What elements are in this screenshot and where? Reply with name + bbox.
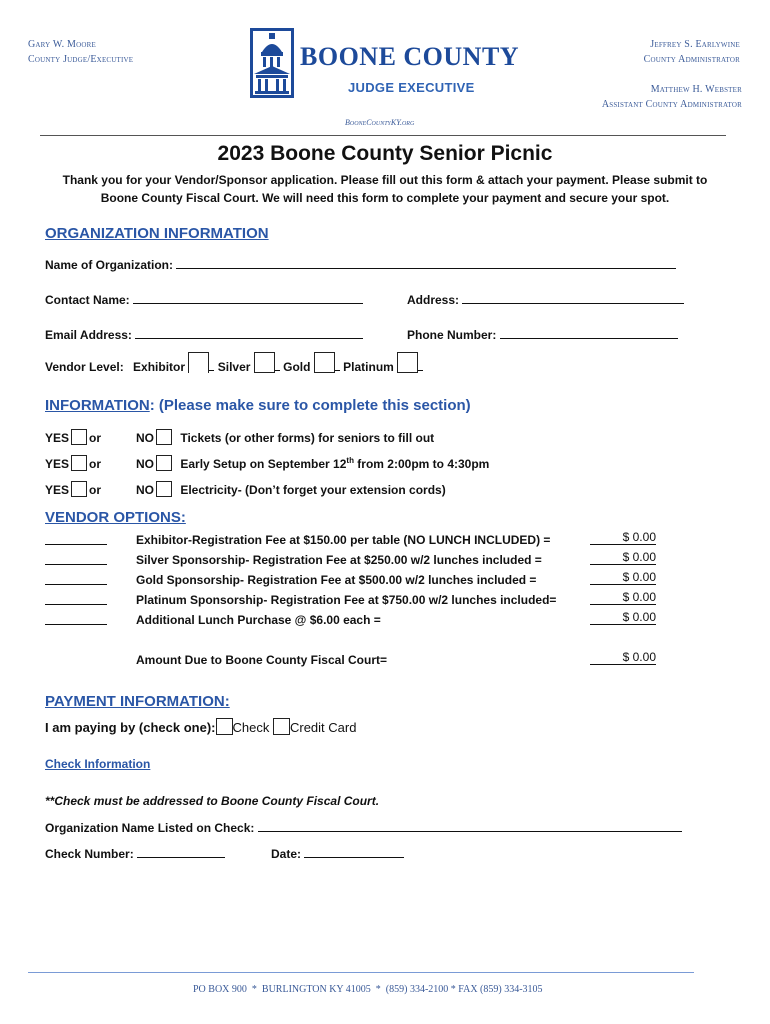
check-number-label: Check Number: — [45, 847, 134, 861]
no-checkbox[interactable] — [156, 481, 172, 497]
question-early-setup — [180, 457, 489, 471]
yes-checkbox[interactable] — [71, 455, 87, 471]
check-number-field[interactable] — [137, 846, 225, 858]
level-exhibitor-box[interactable] — [188, 352, 209, 373]
vendor-item: Gold Sponsorship- Registration Fee at $500.00 w/2 lunches included = — [136, 573, 537, 587]
administrator-title: County Administrator — [643, 54, 740, 65]
vendor-item: Additional Lunch Purchase @ $6.00 each = — [136, 613, 381, 627]
assistant-administrator-name: Matthew H. Webster — [650, 84, 742, 95]
email-label: Email Address: — [45, 328, 132, 342]
footer-divider — [28, 972, 694, 973]
level-exhibitor-label: Exhibitor — [133, 360, 186, 374]
info-heading — [45, 397, 471, 414]
vendor-amount[interactable]: $ 0.00 — [590, 610, 656, 625]
phone-row — [407, 327, 678, 342]
date-row — [271, 846, 404, 861]
contact-label: Contact Name: — [45, 293, 130, 307]
no-checkbox[interactable] — [156, 455, 172, 471]
org-heading: ORGANIZATION INFORMATION — [45, 225, 269, 242]
vendor-amount[interactable]: $ 0.00 — [590, 550, 656, 565]
website-link[interactable]: BooneCountyKY.org — [345, 118, 415, 127]
address-row — [407, 292, 684, 307]
info-row-1 — [45, 429, 101, 445]
contact-row — [45, 292, 363, 307]
email-field[interactable] — [135, 327, 363, 339]
level-exhibitor-line — [209, 359, 214, 371]
contact-field[interactable] — [133, 292, 363, 304]
yes-label: YES — [45, 457, 70, 471]
no-label: NO — [136, 457, 154, 471]
org-name-row — [45, 257, 676, 272]
administrator-name: Jeffrey S. Earlywine — [650, 39, 740, 50]
question-early-setup-a: Early Setup on September 12 — [180, 457, 347, 471]
no-label: NO — [136, 483, 154, 497]
courthouse-logo — [250, 28, 294, 98]
address-label: Address: — [407, 293, 460, 307]
question-tickets: Tickets (or other forms) for seniors to fill out — [180, 431, 435, 445]
total-amount[interactable]: $ 0.00 — [590, 650, 656, 665]
header-divider — [40, 135, 726, 136]
yes-label: YES — [45, 483, 70, 497]
credit-card-checkbox[interactable] — [273, 718, 290, 735]
vendor-qty-line[interactable] — [45, 544, 107, 545]
date-field[interactable] — [304, 846, 404, 858]
level-gold-line — [335, 359, 340, 371]
payment-heading: PAYMENT INFORMATION: — [45, 693, 230, 710]
no-label: NO — [136, 431, 154, 445]
yes-checkbox[interactable] — [71, 481, 87, 497]
vendor-item: Silver Sponsorship- Registration Fee at $250.00 w/2 lunches included = — [136, 553, 542, 567]
or-label: or — [89, 431, 102, 445]
or-label: or — [89, 483, 102, 497]
level-platinum-label: Platinum — [343, 360, 394, 374]
org-check-field[interactable] — [258, 820, 682, 832]
level-platinum-box[interactable] — [397, 352, 418, 373]
vendor-qty-line[interactable] — [45, 564, 107, 565]
org-name-label: Name of Organization: — [45, 258, 174, 272]
level-silver-line — [275, 359, 280, 371]
yes-checkbox[interactable] — [71, 429, 87, 445]
vendor-level-label: Vendor Level: — [45, 360, 124, 374]
org-check-row — [45, 820, 682, 835]
total-label: Amount Due to Boone County Fiscal Court= — [136, 653, 387, 667]
vendor-amount[interactable]: $ 0.00 — [590, 530, 656, 545]
judge-title: County Judge/Executive — [28, 54, 134, 65]
vendor-heading: VENDOR OPTIONS: — [45, 509, 186, 526]
vendor-item: Exhibitor-Registration Fee at $150.00 per table (NO LUNCH INCLUDED) = — [136, 533, 551, 547]
phone-label: Phone Number: — [407, 328, 497, 342]
vendor-level-row — [45, 352, 423, 374]
check-number-row — [45, 846, 225, 861]
logo-title: BOONE COUNTY — [300, 42, 520, 71]
or-label: or — [89, 457, 102, 471]
intro-text: Thank you for your Vendor/Sponsor application. Please fill out this form & attach your payment. Please submit to Boone County Fiscal Court. We will need this form to complete your payment and secure your spot. — [62, 173, 708, 205]
org-name-field[interactable] — [176, 257, 676, 269]
level-platinum-line — [418, 359, 423, 371]
email-row — [45, 327, 363, 342]
paying-label: I am paying by (check one): — [45, 720, 216, 735]
info-heading-rest: : (Please make sure to complete this section) — [149, 397, 471, 414]
level-silver-box[interactable] — [254, 352, 275, 373]
info-row-3 — [45, 481, 101, 497]
yes-label: YES — [45, 431, 70, 445]
footer-contact: PO BOX 900 * BURLINGTON KY 41005 * (859) 334-2100 * FAX (859) 334-3105 — [193, 984, 543, 995]
level-silver-label: Silver — [217, 360, 251, 374]
org-check-label: Organization Name Listed on Check: — [45, 821, 255, 835]
vendor-qty-line[interactable] — [45, 584, 107, 585]
check-info-link[interactable]: Check Information — [45, 757, 151, 771]
credit-card-option-label: Credit Card — [289, 720, 357, 735]
info-heading-main: INFORMATION — [45, 397, 150, 414]
judge-name: Gary W. Moore — [28, 39, 97, 50]
info-row-2 — [45, 455, 101, 471]
info-row-3-no — [136, 481, 446, 497]
phone-field[interactable] — [500, 327, 678, 339]
vendor-item: Platinum Sponsorship- Registration Fee at $750.00 w/2 lunches included= — [136, 593, 557, 607]
assistant-administrator-title: Assistant County Administrator — [601, 99, 742, 110]
question-electricity: Electricity- (Don’t forget your extension cords) — [180, 483, 446, 497]
logo-subtitle: JUDGE EXECUTIVE — [348, 80, 475, 95]
paying-row — [45, 718, 356, 735]
vendor-amount[interactable]: $ 0.00 — [590, 590, 656, 605]
check-note: **Check must be addressed to Boone County Fiscal Court. — [45, 794, 380, 808]
check-option-label: Check — [232, 720, 270, 735]
vendor-amount[interactable]: $ 0.00 — [590, 570, 656, 585]
check-checkbox[interactable] — [216, 718, 233, 735]
level-gold-label: Gold — [283, 360, 311, 374]
info-row-2-no — [136, 455, 489, 471]
date-label: Date: — [271, 847, 302, 861]
question-early-setup-b: from 2:00pm to 4:30pm — [353, 457, 490, 471]
info-row-1-no — [136, 429, 434, 445]
vendor-qty-line[interactable] — [45, 624, 107, 625]
page-title: 2023 Boone County Senior Picnic — [217, 142, 553, 165]
no-checkbox[interactable] — [156, 429, 172, 445]
level-gold-box[interactable] — [314, 352, 335, 373]
vendor-qty-line[interactable] — [45, 604, 107, 605]
address-field[interactable] — [462, 292, 684, 304]
question-early-setup-sup: th — [346, 456, 354, 465]
